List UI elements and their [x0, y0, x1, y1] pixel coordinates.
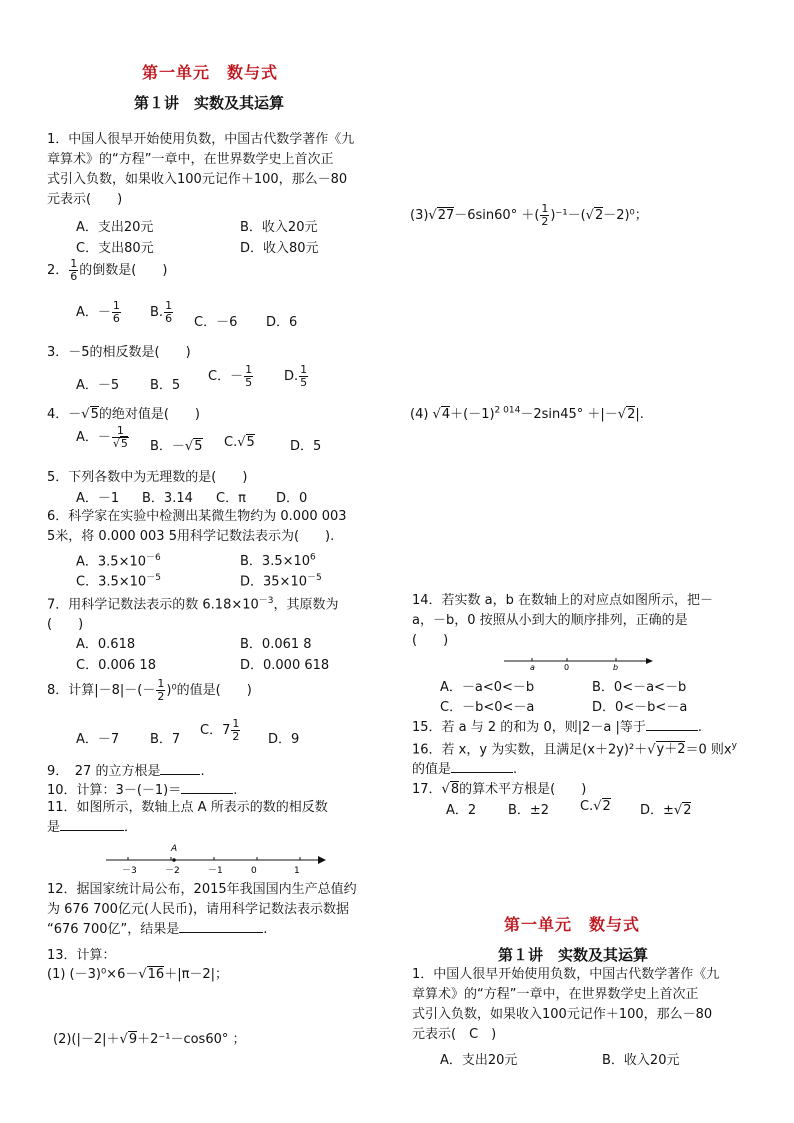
- q14-number-line: [500, 652, 660, 674]
- q8-c-den: 2: [232, 730, 240, 743]
- q17-pre: 17．: [412, 782, 442, 797]
- q10-blank[interactable]: [181, 793, 233, 794]
- q11-line2: 是: [47, 820, 61, 835]
- q8-option-c[interactable]: [200, 718, 241, 743]
- q11-tick-label: 1: [294, 866, 300, 876]
- q7-option-a[interactable]: A．0.618: [76, 637, 136, 652]
- q4-a-den: 5: [120, 437, 128, 450]
- q2-a-num: 1: [112, 299, 120, 312]
- q3-c-den: 5: [245, 376, 253, 389]
- q17-c-rad: 2: [602, 799, 611, 814]
- q3-d-num: 1: [300, 363, 308, 376]
- q11-tick-label: －3: [122, 866, 137, 876]
- q13-p3-mid2: )⁻¹－(: [550, 208, 586, 223]
- answer-q1-option-b[interactable]: B．收入20元: [602, 1053, 680, 1068]
- q16-line2: 的值是: [412, 762, 452, 778]
- q11-number-line: [104, 840, 328, 880]
- q2-fraction: [69, 258, 78, 283]
- q8-option-a[interactable]: A．－7: [76, 732, 120, 747]
- q2-frac-num: 1: [70, 257, 78, 270]
- q3-option-b[interactable]: B．5: [150, 378, 181, 393]
- q11-tick-label: －1: [208, 866, 223, 876]
- q13-p1-tail: ＋|π－2|；: [164, 967, 229, 982]
- q6-c-exp: －5: [146, 573, 161, 583]
- answer-q1-line3: 式引入负数，如果收入100元记作＋100，那么－80: [412, 1007, 713, 1022]
- q17-tail: 的算术平方根是( ): [459, 782, 587, 797]
- q4-c-pre: C.: [224, 435, 238, 450]
- q10-stem: 10．计算：3－(－1)＝: [47, 783, 182, 798]
- question-14: [412, 591, 713, 651]
- q7-line2: ( ): [47, 617, 84, 633]
- q3-option-d[interactable]: [284, 364, 309, 389]
- q4-b-rad: 5: [194, 439, 203, 454]
- q8-tail: )⁰的值是( ): [166, 683, 252, 698]
- q13-p4-mid2: －2sin45° ＋|－: [520, 407, 618, 422]
- q7-tail: ，其原数为: [273, 597, 339, 613]
- q15-stem: 15．若 a 与 2 的和为 0，则|2－a |等于: [412, 720, 646, 735]
- q8-pre: 8．计算|－8|－(－: [47, 683, 156, 698]
- q8-option-b[interactable]: B．7: [150, 732, 181, 747]
- answer-lesson-title: 第１讲 实数及其运算: [498, 946, 649, 964]
- answer-q1-line2: 章算术》的“方程”一章中，在世界数学史上首次正: [412, 987, 699, 1002]
- q16-exp: y: [731, 741, 737, 751]
- q4-a-pre: A．－: [76, 430, 111, 445]
- answer-q1-line1: 1．中国人很早开始使用负数，中国古代数学著作《九: [412, 967, 720, 982]
- q11-point-a: [172, 858, 176, 862]
- q14-line1: 14．若实数 a，b 在数轴上的对应点如图所示，把－: [412, 593, 714, 608]
- q11-point-label: A: [171, 844, 178, 854]
- q13-p2-tail: ＋2⁻¹－cos60° ；: [137, 1032, 246, 1047]
- q13-p4-mid: ＋(－1): [450, 407, 495, 422]
- q6-a-text: A．3.5×10: [76, 554, 147, 570]
- q13-p3-rad: 27: [437, 208, 455, 223]
- q13-p2-rad: 9: [128, 1032, 138, 1047]
- q17-option-b[interactable]: B．±2: [508, 803, 550, 818]
- q2-tail: 的倒数是( ): [79, 263, 168, 278]
- q13-p1-rad: 16: [147, 967, 165, 982]
- q13-p3-pre: (3): [410, 208, 429, 223]
- q6-line2: 5米，将 0.000 003 5用科学记数法表示为( ).: [47, 529, 335, 544]
- q6-d-exp: －5: [307, 573, 322, 583]
- q13-p4-rad2: 2: [627, 407, 636, 422]
- q7-pre: 7．用科学记数法表示的数 6.18×10: [47, 597, 259, 613]
- q3-option-c[interactable]: [208, 364, 254, 389]
- q6-option-b[interactable]: [240, 550, 316, 569]
- q13-part1: (1) (－3)⁰×6－√16＋|π－2|；: [47, 967, 229, 982]
- q1-option-c[interactable]: C．支出80元: [76, 241, 154, 256]
- question-11: 11．如图所示，数轴上点 A 所表示的数的相反数 是 ．: [47, 800, 328, 835]
- q1-line1: 1．中国人很早开始使用负数，中国古代数学著作《九: [47, 132, 355, 147]
- q16-rad: y＋2: [656, 742, 686, 758]
- answer-unit-title: 第一单元 数与式: [504, 915, 641, 934]
- q17-rad: 8: [450, 782, 460, 797]
- q8-den: 2: [157, 690, 165, 703]
- q2-a-pre: A．－: [76, 305, 111, 320]
- q14-option-a[interactable]: A．－a<0<－b: [440, 680, 535, 695]
- q6-line1: 6．科学家在实验中检测出某微生物约为 0.000 003: [47, 509, 347, 524]
- q13-p4-pre: (4): [410, 407, 433, 422]
- question-4: 4．－√5的绝对值是( ): [47, 407, 201, 422]
- q14-line2: a，－b，0 按照从小到大的顺序排列，正确的是: [412, 613, 688, 628]
- q11-blank[interactable]: [60, 830, 124, 831]
- q6-option-d[interactable]: [240, 570, 322, 589]
- question-13: 13．计算：: [47, 948, 116, 963]
- q3-d-pre: D.: [284, 369, 299, 384]
- q5-option-a[interactable]: A．－1: [76, 491, 120, 506]
- q3-d-den: 5: [300, 376, 308, 389]
- q13-p4-tail: |.: [635, 407, 644, 422]
- q4-c-rad: 5: [246, 435, 255, 450]
- q15-blank[interactable]: [646, 730, 698, 731]
- q2-a-den: 6: [112, 312, 120, 325]
- q17-option-c[interactable]: C.√2: [580, 799, 611, 814]
- q13-p3-den: 2: [541, 215, 549, 228]
- q2-option-d[interactable]: D．6: [266, 315, 298, 330]
- q6-b-exp: 6: [310, 552, 316, 563]
- q14-label-a: a: [530, 663, 535, 672]
- q2-frac-den: 6: [70, 270, 78, 283]
- q2-b-pre: B.: [150, 305, 164, 320]
- q4-pre: 4．－: [47, 407, 82, 422]
- q6-d-text: D．35×10: [240, 574, 307, 590]
- q13-p2-pre: (2)(|－2|＋: [53, 1032, 120, 1047]
- question-8: [47, 678, 252, 703]
- q13-p4-exp: 2 014: [494, 405, 521, 416]
- q4-tail: 的绝对值是( ): [98, 407, 201, 422]
- q6-c-text: C．3.5×10: [76, 574, 147, 590]
- q2-number: 2．: [47, 263, 69, 278]
- q14-option-d[interactable]: D．0<－b<－a: [592, 700, 688, 715]
- q13-p1-pre: (1) (－3)⁰×6－: [47, 967, 139, 982]
- q13-part4: (4) $√4+(-1)^{2 014}-2\sin 45^\circ +|-√2|$.: [410, 405, 644, 422]
- q3-option-a[interactable]: A．－5: [76, 378, 120, 393]
- q8-c-num: 1: [232, 717, 240, 730]
- answer-q1-option-a[interactable]: A．支出20元: [440, 1053, 518, 1068]
- q16-pre: 16．若 x，y 为实数，且满足(x＋2y)²＋: [412, 742, 648, 758]
- q2-b-num: 1: [165, 299, 173, 312]
- q13-p3-tail: －2)⁰；: [603, 208, 648, 223]
- q5-option-c[interactable]: C．π: [216, 491, 246, 506]
- q17-option-a[interactable]: A．2: [446, 803, 477, 818]
- q4-radicand: 5: [90, 407, 99, 422]
- q1-option-b[interactable]: B．收入20元: [240, 220, 318, 235]
- q14-label-0: 0: [564, 663, 570, 672]
- q17-option-d[interactable]: D．±√2: [640, 803, 692, 818]
- q17-c-pre: C.: [580, 799, 594, 814]
- q6-b-text: B．3.5×10: [240, 554, 311, 569]
- q4-option-d[interactable]: D．5: [290, 439, 322, 454]
- question-12: 12．据国家统计局公布，2015年我国国内生产总值约 为 676 700亿元(人民币)，请用科学记数法表示数据 “676 700亿”，结果是 .: [47, 882, 357, 937]
- question-17: 17．√8的算术平方根是( ): [412, 782, 587, 797]
- answer-question-1: [412, 965, 719, 1045]
- q17-d-pre: D．±: [640, 803, 674, 818]
- q14-option-b[interactable]: B．0<－a<－b: [592, 680, 687, 695]
- q16-tail: ＝0 则x: [685, 742, 732, 758]
- q12-line2: 为 676 700亿元(人民币)，请用科学记数法表示数据: [47, 902, 350, 917]
- q3-c-num: 1: [245, 363, 253, 376]
- question-15: 15．若 a 与 2 的和为 0，则|2－a |等于 .: [412, 720, 702, 735]
- q4-b-pre: B．－: [150, 439, 185, 454]
- question-7: [47, 591, 339, 635]
- q14-option-c[interactable]: C．－b<0<－a: [440, 700, 535, 715]
- q13-p4-rad: 4: [441, 407, 451, 422]
- q8-option-d[interactable]: D．9: [268, 732, 300, 747]
- q12-line1: 12．据国家统计局公布，2015年我国国内生产总值约: [47, 882, 357, 897]
- q14-line3: ( ): [412, 633, 449, 648]
- q4-option-b[interactable]: B．－√5: [150, 439, 203, 454]
- q9-blank[interactable]: [160, 774, 200, 775]
- q9-stem: 9． 27 的立方根是: [47, 764, 161, 779]
- q1-line2: 章算术》的“方程”一章中，在世界数学史上首次正: [47, 152, 334, 167]
- q1-line3: 式引入负数，如果收入100元记作＋100，那么－80: [47, 172, 348, 187]
- q1-option-d[interactable]: D．收入80元: [240, 241, 319, 256]
- question-5: 5．下列各数中为无理数的是( ): [47, 470, 248, 485]
- q5-option-b[interactable]: B．3.14: [142, 491, 193, 506]
- q11-line1: 11．如图所示，数轴上点 A 所表示的数的相反数: [47, 800, 328, 815]
- question-9: 9． 27 的立方根是 .: [47, 764, 205, 779]
- q2-option-b[interactable]: [150, 300, 174, 325]
- q7-option-b[interactable]: B．0.061 8: [240, 637, 312, 652]
- q11-tick-label: －2: [165, 866, 180, 876]
- q17-d-rad: 2: [683, 803, 692, 818]
- q2-b-den: 6: [165, 312, 173, 325]
- question-2: [47, 258, 167, 283]
- q11-tick-label: 0: [251, 866, 257, 876]
- q6-option-c[interactable]: [76, 570, 161, 589]
- q8-num: 1: [157, 677, 165, 690]
- q6-a-exp: －6: [146, 553, 161, 563]
- question-3: 3．－5的相反数是( ): [47, 345, 191, 360]
- q13-p3-num: 1: [541, 202, 549, 215]
- q2-option-a[interactable]: [76, 300, 122, 325]
- q8-c-pre: C．7: [200, 723, 231, 738]
- q2-option-c[interactable]: C．－6: [194, 315, 238, 330]
- question-6: [47, 507, 347, 547]
- lesson-title: 第１讲 实数及其运算: [134, 94, 285, 112]
- q6-option-a[interactable]: [76, 550, 161, 569]
- q7-exp: －3: [258, 596, 274, 606]
- q12-line3: “676 700亿”，结果是: [47, 922, 180, 937]
- unit-title: 第一单元 数与式: [142, 63, 279, 82]
- question-10: 10．计算：3－(－1)＝ .: [47, 783, 238, 798]
- q11-axis-arrow: [318, 856, 326, 864]
- q5-option-d[interactable]: D．0: [276, 491, 308, 506]
- q1-line4: 元表示( ): [47, 192, 123, 207]
- q4-a-num: 1: [112, 425, 129, 438]
- q14-label-b: b: [613, 663, 619, 672]
- question-16: 16．若 x，y 为实数，且满足(x＋2y)²＋√y＋2＝0 则$x^y$ 的值是 .: [412, 741, 737, 778]
- q13-part2: (2)(|－2|＋√9＋2⁻¹－cos60° ；: [53, 1032, 246, 1047]
- q13-p3-rad2: 2: [594, 208, 604, 223]
- q4-option-a[interactable]: A．－ $\frac{1}{√5}$: [76, 424, 128, 450]
- q12-blank[interactable]: [179, 932, 263, 933]
- q4-option-c[interactable]: C.√5: [224, 435, 255, 450]
- q1-option-a[interactable]: A．支出20元: [76, 220, 154, 235]
- answer-q1-line4: 元表示( C ): [412, 1027, 497, 1042]
- q14-axis-arrow: [646, 658, 653, 664]
- q7-option-c[interactable]: C．0.006 18: [76, 658, 156, 673]
- q7-option-d[interactable]: D．0.000 618: [240, 658, 330, 673]
- question-1: [47, 130, 354, 210]
- q13-part3: (3)√27－6sin60° ＋( $\frac{1}{2}$ )⁻¹－(√2－2)⁰；: [410, 202, 648, 228]
- q16-blank[interactable]: [451, 772, 513, 773]
- q13-p3-mid: －6sin60° ＋(: [454, 208, 540, 223]
- q3-c-pre: C．－: [208, 369, 244, 384]
